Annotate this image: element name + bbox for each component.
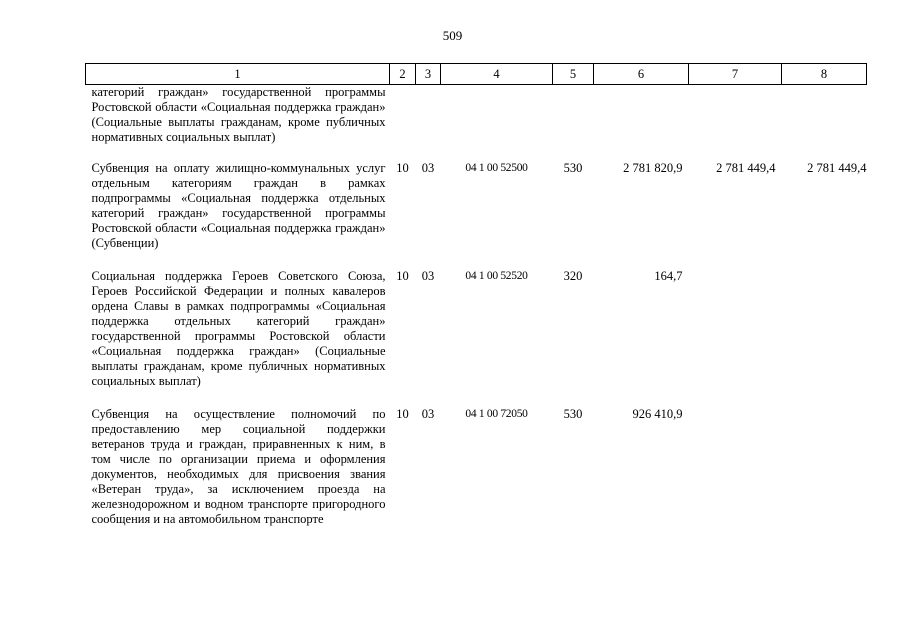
row-sum-1: 926 410,9 (632, 407, 683, 421)
row-csr: 04 1 00 52520 (465, 270, 528, 282)
row-pr: 03 (421, 407, 435, 421)
row-sum-2 (689, 407, 782, 527)
column-header: 6 (594, 64, 689, 85)
row-description: категорий граждан» государственной программы Ростовской области «Социальная поддержка граждан» (Социальные выплаты гражданам, кроме публичных нормативных социальных выплат) (91, 85, 386, 144)
table-row (86, 161, 867, 269)
column-header: 1 (86, 64, 390, 85)
row-vr: 530 (563, 161, 583, 175)
row-description: Субвенция на оплату жилищно-коммунальных услуг отдельным категориям граждан в рамках подпрограммы «Социальная поддержка отдельных категорий граждан» государственной программы Ростовской области «Социальная поддержка граждан» (Субвенции) (91, 161, 386, 250)
row-vr: 320 (563, 269, 583, 283)
row-csr: 04 1 00 72050 (465, 408, 528, 420)
row-sum-3 (782, 85, 867, 162)
row-vr (553, 85, 594, 162)
page-number: 509 (442, 28, 463, 43)
column-header: 5 (553, 64, 594, 85)
budget-table (85, 63, 867, 527)
row-sum-2 (689, 85, 782, 162)
column-header: 8 (782, 64, 867, 85)
row-sum-1: 2 781 820,9 (623, 161, 683, 175)
row-sum-1: 164,7 (654, 269, 683, 283)
row-vr: 530 (563, 407, 583, 421)
row-sum-2: 2 781 449,4 (716, 161, 776, 175)
row-sum-3 (782, 269, 867, 407)
column-header: 4 (441, 64, 553, 85)
row-csr: 04 1 00 52500 (465, 162, 528, 174)
table-row (86, 85, 867, 162)
row-csr (441, 85, 553, 162)
column-header: 3 (416, 64, 441, 85)
row-rz: 10 (396, 269, 409, 283)
row-pr (416, 85, 441, 162)
table-row (86, 407, 867, 527)
row-rz: 10 (396, 161, 409, 175)
row-sum-1 (594, 85, 689, 162)
row-pr: 03 (421, 269, 435, 283)
row-sum-3: 2 781 449,4 (807, 161, 867, 175)
row-sum-3 (782, 407, 867, 527)
row-description: Субвенция на осуществление полномочий по предоставлению мер социальной поддержки ветеранов труда и граждан, приравненных к ним, в том числе по организации приема и оформления документов, необходимых для присвоения звания «Ветеран труда», за исключением проезда на железнодорожном и водном транспорте пригородного сообщения и на автомобильном транспорте (91, 407, 386, 526)
table-header-row (86, 64, 867, 85)
row-rz: 10 (396, 407, 409, 421)
row-rz (390, 85, 416, 162)
row-pr: 03 (421, 161, 435, 175)
table-row (86, 269, 867, 407)
row-sum-2 (689, 269, 782, 407)
column-header: 7 (689, 64, 782, 85)
row-description: Социальная поддержка Героев Советского Союза, Героев Российской Федерации и полных кавалеров ордена Славы в рамках подпрограммы «Социальная поддержка отдельных категорий граждан» государственной программы Ростовской области «Социальная поддержка граждан» (Социальные выплаты гражданам, кроме публичных нормативных социальных выплат) (91, 269, 386, 388)
column-header: 2 (390, 64, 416, 85)
